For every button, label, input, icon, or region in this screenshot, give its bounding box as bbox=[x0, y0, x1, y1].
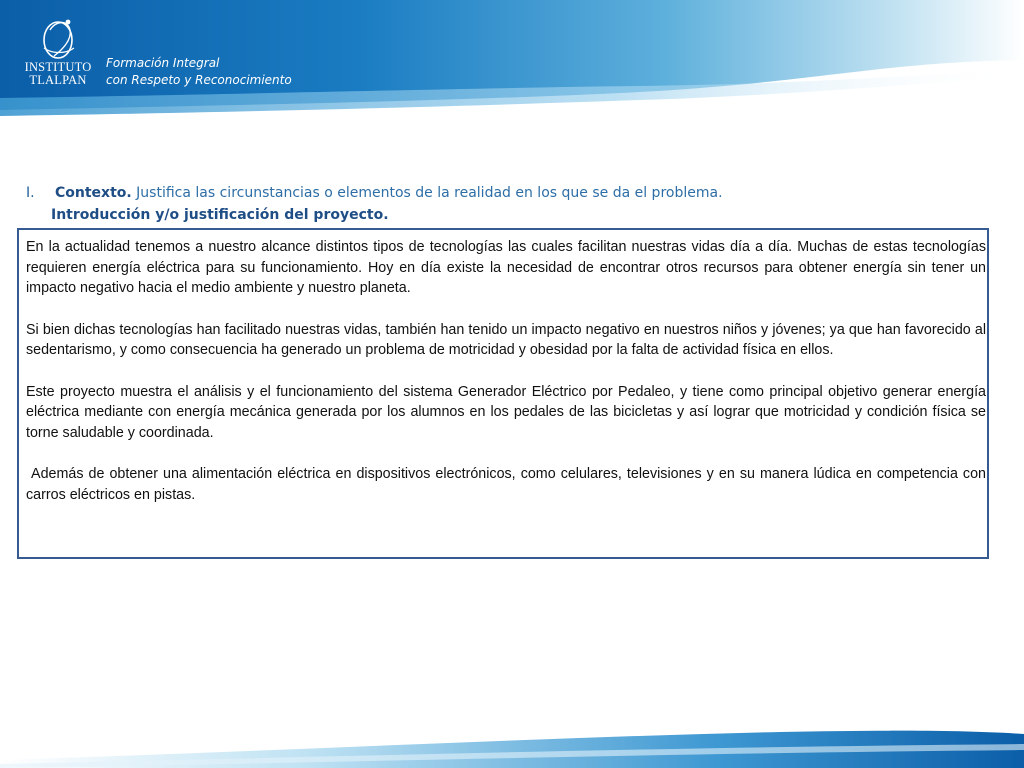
context-label: Contexto. bbox=[55, 185, 132, 201]
paragraph: Además de obtener una alimentación eléctrica en dispositivos electrónicos, como celulares, televisiones y en su manera lúdica en competencia con carros eléctricos en pistas. bbox=[26, 466, 990, 503]
context-description: Justifica las circunstancias o elementos de la realidad en los que se da el problema. bbox=[136, 185, 723, 201]
section-subtitle: Introducción y/o justificación del proyecto. bbox=[51, 207, 389, 223]
content-box bbox=[17, 228, 989, 559]
paragraph: Si bien dichas tecnologías han facilitado nuestras vidas, también han tenido un impacto negativo en nuestros niños y jóvenes; ya que han favorecido al sedentarismo, y como consecuencia ha generado un problema de motricidad y obesidad por la falta de actividad física en ellos. bbox=[26, 321, 986, 359]
paragraph: Este proyecto muestra el análisis y el funcionamiento del sistema Generador Eléctrico por Pedaleo, y tiene como principal objetivo generar energía eléctrica mediante con energía mecánica generada por los alumnos en los pedales de las bicicletas y así lograr que motricidad y condición física se torne saludable y coordinada. bbox=[26, 383, 986, 441]
logo-text-tlalpan: TLALPAN bbox=[29, 73, 87, 87]
footer-banner bbox=[0, 708, 1024, 768]
tagline-line1: Formación Integral bbox=[106, 56, 220, 70]
logo-text-instituto: INSTITUTO bbox=[24, 60, 92, 74]
section-number: I. bbox=[26, 185, 35, 201]
section-heading bbox=[26, 185, 1006, 201]
content-text bbox=[26, 237, 990, 526]
paragraph: En la actualidad tenemos a nuestro alcance distintos tipos de tecnologías las cuales facilitan nuestras vidas día a día. Muchas de estas tecnologías requieren energía eléctrica para su funcionamiento. Hoy en día existe la necesidad de encontrar otros recursos para obtener energía sin tener un impacto negativo hacia el medio ambiente y nuestro planeta. bbox=[26, 239, 986, 297]
tagline-line2: con Respeto y Reconocimiento bbox=[106, 73, 292, 87]
